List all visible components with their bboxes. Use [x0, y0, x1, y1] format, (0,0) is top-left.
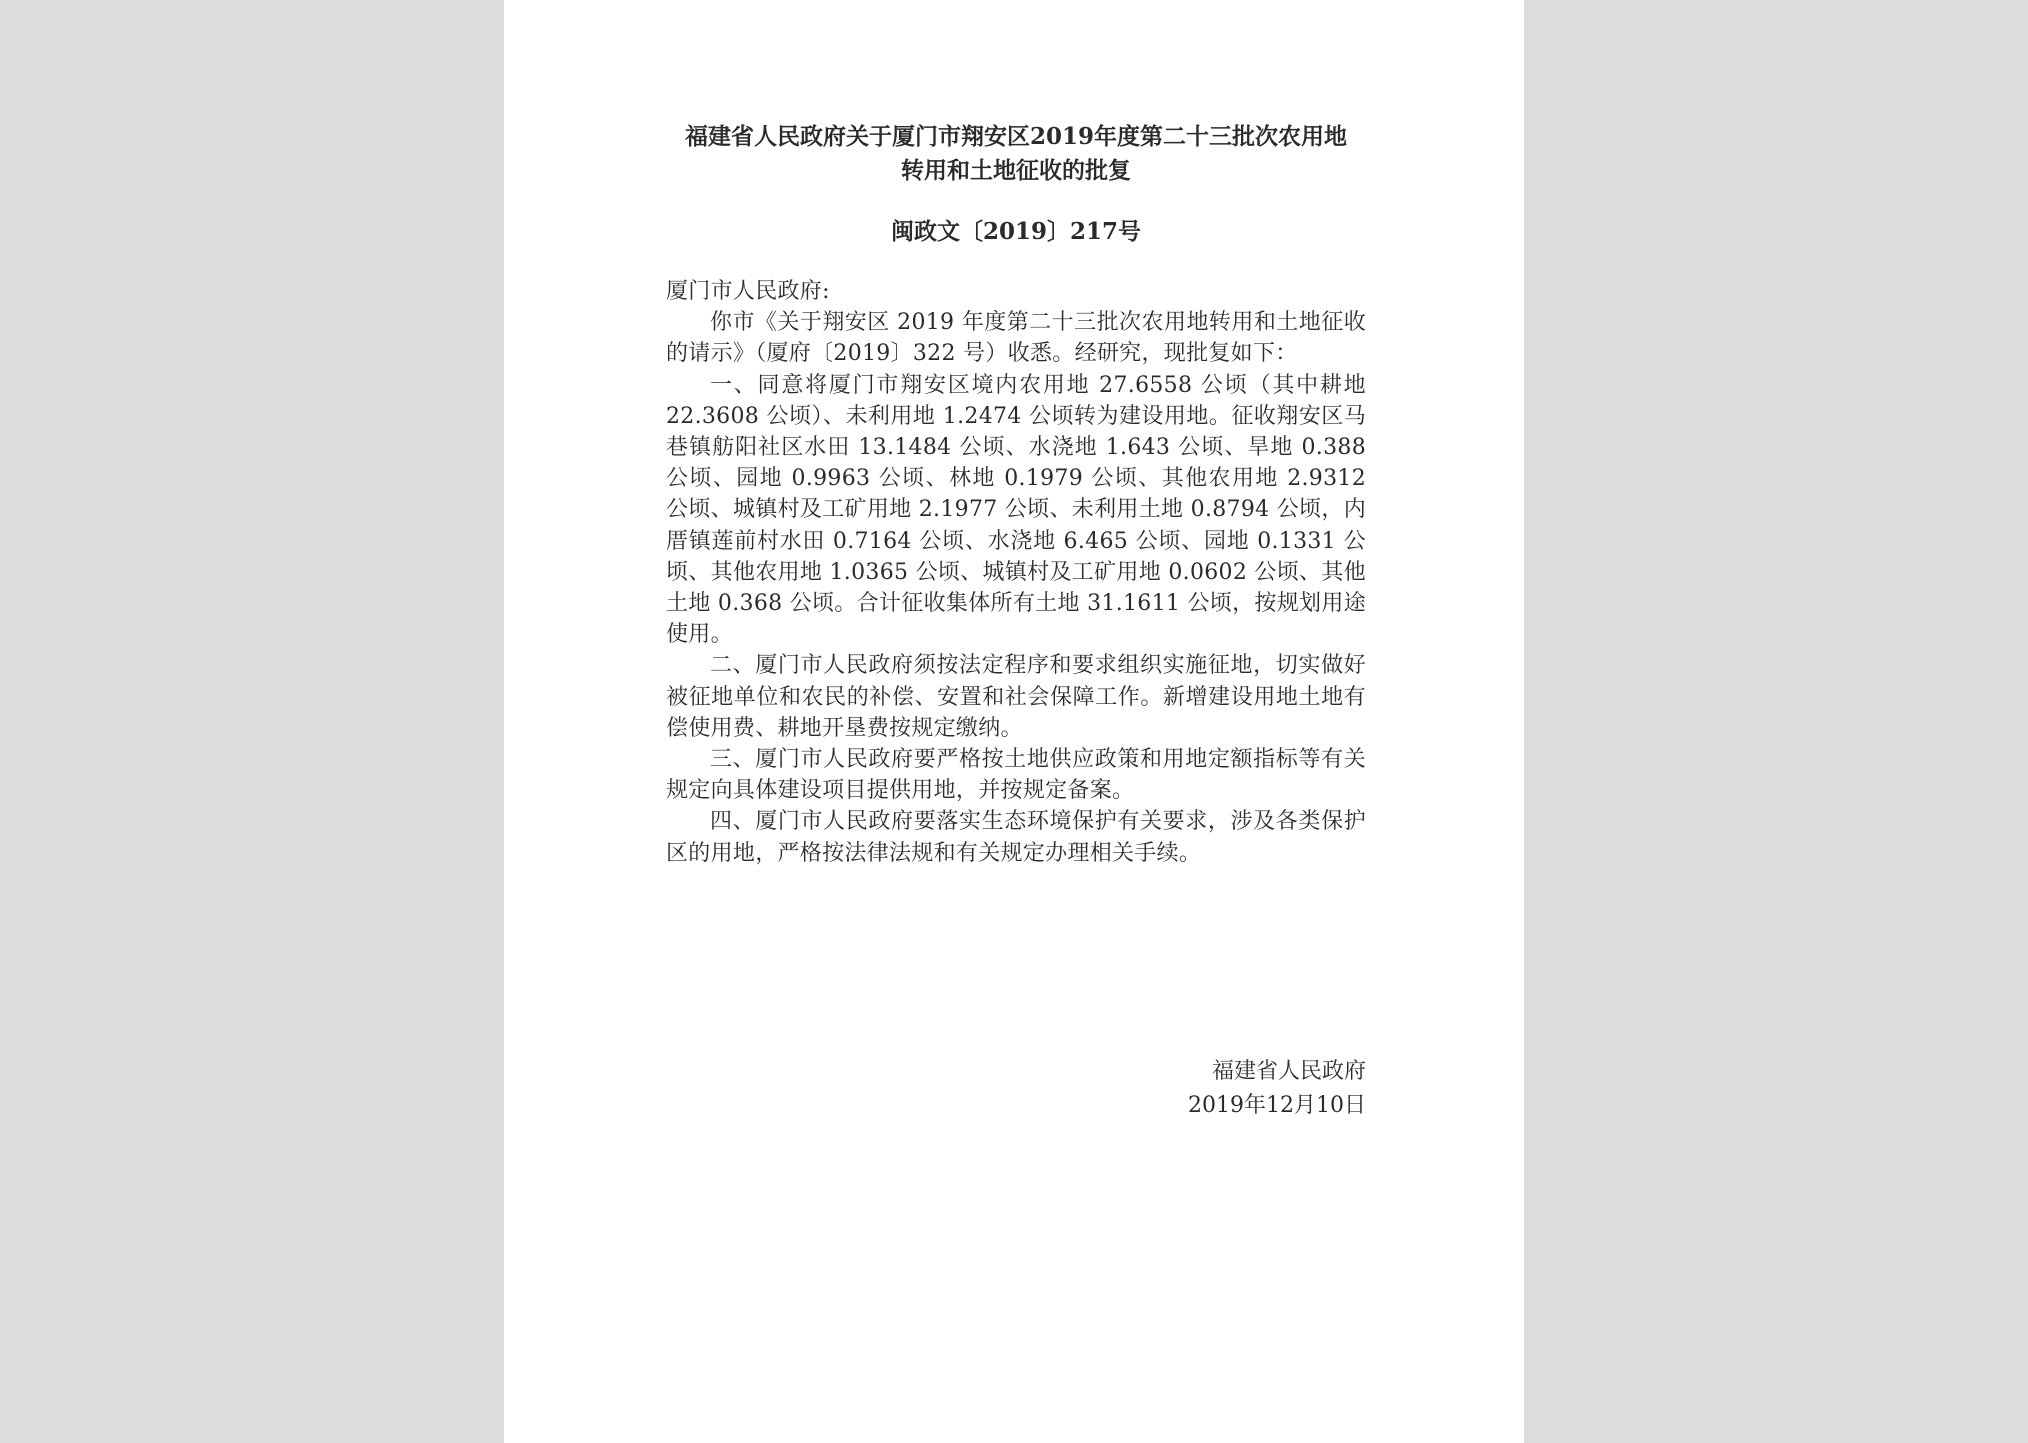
signature-date: 2019年12月10日	[1188, 1093, 1366, 1118]
document-title	[636, 120, 1396, 188]
signature-block	[1066, 1055, 1366, 1123]
document-page	[504, 0, 1524, 1443]
title-line-1: 福建省人民政府关于厦门市翔安区2019年度第二十三批次农用地	[684, 123, 1347, 150]
paragraph-intro: 你市《关于翔安区 2019 年度第二十三批次农用地转用和土地征收的请示》（厦府〔2019〕322 号）收悉。经研究，现批复如下：	[666, 310, 1366, 367]
addressee: 厦门市人民政府:	[666, 279, 830, 304]
document-number: 闽政文〔2019〕217号	[890, 218, 1142, 245]
paragraph-item-1: 一、同意将厦门市翔安区境内农用地 27.6558 公顷（其中耕地 22.3608 公顷）、未利用地 1.2474 公顷转为建设用地。征收翔安区马巷镇舫阳社区水田 13.1484 公顷、水浇地 1.643 公顷、旱地 0.388 公顷、园地 0.9963 公顷、林地 0.1979 公顷、其他农用地 2.9312 公顷、城镇村及工矿用地 2.1977 公顷、未利用土地 0.8794 公顷，内厝镇莲前村水田 0.7164 公顷、水浇地 6.465 公顷、园地 0.1331 公顷、其他农用地 1.0365 公顷、城镇村及工矿用地 0.0602 公顷、其他土地 0.368 公顷。合计征收集体所有土地 31.1611 公顷，按规划用途使用。	[666, 372, 1366, 648]
paragraph-item-4: 四、厦门市人民政府要落实生态环境保护有关要求，涉及各类保护区的用地，严格按法律法规和有关规定办理相关手续。	[666, 809, 1366, 866]
title-line-2: 转用和土地征收的批复	[901, 157, 1131, 184]
paragraph-item-2: 二、厦门市人民政府须按法定程序和要求组织实施征地，切实做好被征地单位和农民的补偿、安置和社会保障工作。新增建设用地土地有偿使用费、耕地开垦费按规定缴纳。	[666, 653, 1366, 741]
document-body	[666, 276, 1366, 869]
paragraph-item-3: 三、厦门市人民政府要严格按土地供应政策和用地定额指标等有关规定向具体建设项目提供用地，并按规定备案。	[666, 747, 1366, 804]
signature-org: 福建省人民政府	[1211, 1059, 1366, 1084]
